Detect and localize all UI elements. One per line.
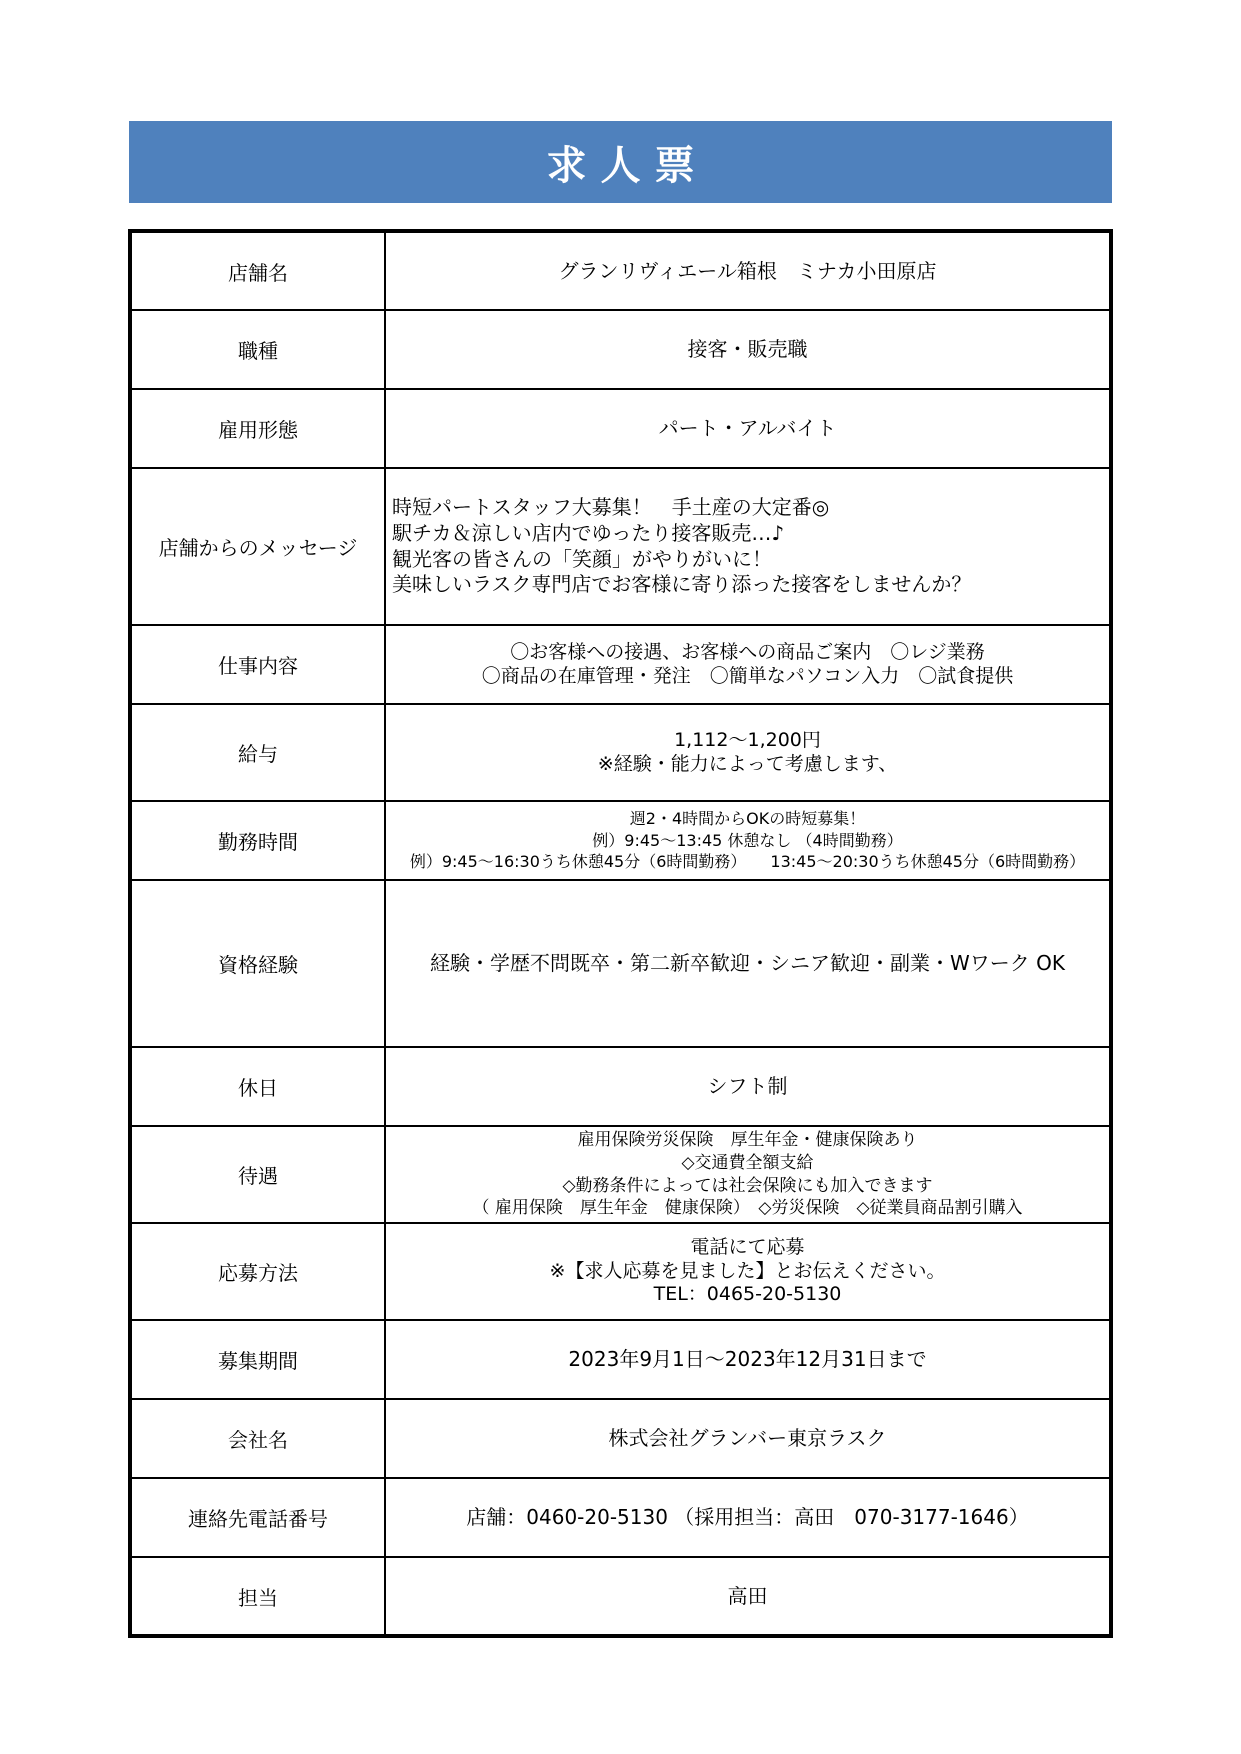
value-line: （ 雇用保険 厚生年金 健康保険） ◇労災保険 ◇従業員商品割引購入 [472,1198,1023,1219]
value-store-message [385,468,1111,625]
label-employment-type: 雇用形態 [130,389,385,468]
row-person-in-charge [130,1557,1111,1636]
label-store-message: 店舗からのメッセージ [130,468,385,625]
value-line: 週2・4時間からOKの時短募集！ [629,809,866,829]
value-line: 〇商品の在庫管理・発注 〇簡単なパソコン入力 〇試食提供 [481,664,1014,687]
value-line: 高田 [727,1583,768,1608]
job-posting-table [128,229,1113,1638]
value-benefits [385,1126,1111,1223]
value-holidays [385,1047,1111,1126]
value-line: グランリヴィエール箱根 ミナカ小田原店 [558,258,937,283]
label-working-hours: 勤務時間 [130,801,385,880]
value-line: 1,112〜1,200円 [674,728,821,751]
label-recruitment-period: 募集期間 [130,1320,385,1399]
label-application-method: 応募方法 [130,1223,385,1320]
value-employment-type [385,389,1111,468]
value-recruitment-period [385,1320,1111,1399]
row-application-method [130,1223,1111,1320]
row-qualifications [130,880,1111,1047]
value-company-name [385,1399,1111,1478]
row-benefits [130,1126,1111,1223]
row-recruitment-period [130,1320,1111,1399]
row-job-type [130,310,1111,389]
row-job-description [130,625,1111,704]
value-line: ※【求人応募を見ました】とお伝えください。 [549,1259,946,1282]
value-line: 経験・学歴不問既卒・第二新卒歓迎・シニア歓迎・副業・Wワーク OK [430,951,1065,976]
value-line: 〇お客様への接遇、お客様への商品ご案内 〇レジ業務 [510,640,985,663]
value-line: 雇用保険労災保険 厚生年金・健康保険あり [577,1129,918,1150]
row-contact-phone [130,1478,1111,1557]
row-store-message [130,468,1111,625]
value-line: シフト制 [707,1074,788,1099]
value-line: 店舗：0460-20-5130 （採用担当：高田 070-3177-1646） [466,1505,1029,1530]
value-line: 例）9:45〜16:30うち休憩45分（6時間勤務） 13:45〜20:30うち休憩45分（6時間勤務） [409,852,1086,872]
value-working-hours [385,801,1111,880]
label-store-name: 店舗名 [130,231,385,310]
value-line: ◇勤務条件によっては社会保険にも加入できます [562,1175,933,1196]
value-job-type [385,310,1111,389]
value-line: 駅チカ＆涼しい店内でゆったり接客販売…♪ [392,520,785,545]
value-application-method [385,1223,1111,1320]
label-company-name: 会社名 [130,1399,385,1478]
row-employment-type [130,389,1111,468]
value-line: 例）9:45〜13:45 休憩なし （4時間勤務） [592,830,903,850]
value-person-in-charge [385,1557,1111,1636]
label-salary: 給与 [130,704,385,801]
value-salary [385,704,1111,801]
label-person-in-charge: 担当 [130,1557,385,1636]
page-title: 求人票 [546,142,709,189]
row-holidays [130,1047,1111,1126]
value-line: 観光客の皆さんの「笑顔」がやりがいに！ [392,546,772,571]
label-benefits: 待遇 [130,1126,385,1223]
value-line: 2023年9月1日〜2023年12月31日まで [568,1347,927,1372]
label-holidays: 休日 [130,1047,385,1126]
value-line: ※経験・能力によって考慮します、 [597,752,898,775]
value-line: 電話にて応募 [690,1235,805,1258]
value-job-description [385,625,1111,704]
label-contact-phone: 連絡先電話番号 [130,1478,385,1557]
value-line: 時短パートスタッフ大募集！ 手土産の大定番◎ [392,495,830,520]
value-line: ◇交通費全額支給 [681,1152,814,1173]
row-company-name [130,1399,1111,1478]
value-qualifications [385,880,1111,1047]
value-line: 接客・販売職 [687,337,808,362]
value-line: パート・アルバイト [658,416,837,441]
row-store-name [130,231,1111,310]
row-salary [130,704,1111,801]
title-banner [129,121,1112,203]
label-job-type: 職種 [130,310,385,389]
label-job-description: 仕事内容 [130,625,385,704]
label-qualifications: 資格経験 [130,880,385,1047]
row-working-hours [130,801,1111,880]
value-line: TEL：0465-20-5130 [653,1283,842,1306]
value-line: 美味しいラスク専門店でお客様に寄り添った接客をしませんか？ [392,572,972,597]
value-line: 株式会社グランバー東京ラスク [608,1426,887,1451]
value-store-name [385,231,1111,310]
value-contact-phone [385,1478,1111,1557]
